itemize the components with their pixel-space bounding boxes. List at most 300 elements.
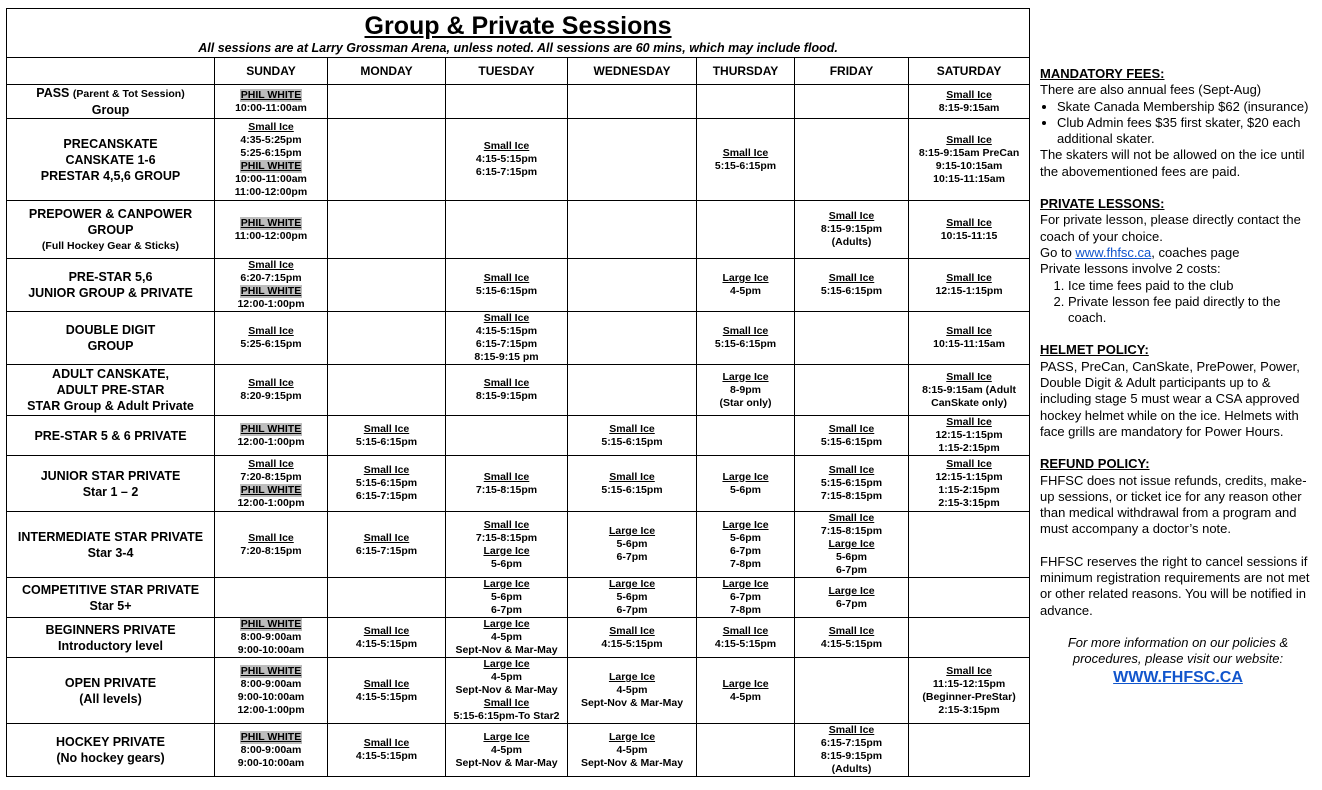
schedule-cell (215, 512, 328, 578)
time-slot: (Adults) (831, 763, 872, 775)
venue-wrap (215, 423, 327, 436)
ice-size-label: Large Ice (722, 518, 769, 531)
ice-size-label: Small Ice (483, 518, 530, 531)
time-slot: 8:15-9:15pm (820, 223, 883, 235)
session-name-line (9, 85, 212, 102)
helmet-policy-text: PASS, PreCan, CanSkate, PrePower, Power, Double Digit & Adult participants up to & including stage 5 must wear a CSA approved hockey helmet while on the ice. Helmets with face grills are mandatory for Power Hours. (1040, 358, 1300, 439)
time-slot: 2:15-3:15pm (938, 496, 1000, 509)
session-name-line: PRESTAR 4,5,6 GROUP (40, 168, 181, 183)
time-slot: 4-5pm (616, 743, 648, 756)
time-slot: 4:15-5:15pm (820, 637, 883, 650)
session-name-line: PRE-STAR 5 & 6 PRIVATE (34, 428, 187, 443)
time-slot: 8:15-9:15pm (475, 390, 538, 402)
cancellation-notice: FHFSC reserves the right to cancel sessions if minimum registration requirements are not met or other related reasons. You will be notified in advance. (1040, 553, 1310, 618)
time-slot: 8:15-9:15am (Adult (922, 383, 1017, 396)
table-row (7, 416, 1030, 456)
time-slot: 5:15-6:15pm (355, 477, 418, 489)
session-name-text: PASS (36, 86, 73, 100)
time-slot: 7:15-8:15pm (475, 531, 538, 544)
ice-size-label: Large Ice (483, 658, 530, 670)
schedule-cell (909, 312, 1030, 365)
venue-wrap (215, 484, 327, 497)
time-slot: 4:15-5:15pm (475, 153, 538, 165)
table-row (7, 658, 1030, 724)
time-slot: 6:15-7:15pm (355, 490, 418, 502)
session-name-line: (No hockey gears) (56, 751, 165, 765)
time-slot: 4:15-5:15pm (475, 325, 538, 337)
ice-size-label: Small Ice (363, 464, 410, 476)
table-row (7, 312, 1030, 365)
time-slot: 8:15-9:15am PreCan (918, 146, 1020, 159)
schedule-cell (446, 201, 568, 259)
ice-size-label: Small Ice (363, 422, 410, 435)
schedule-cell (328, 201, 446, 259)
time-slot: 4-5pm (730, 690, 761, 703)
page-title: Group & Private Sessions (364, 11, 672, 40)
table-row (7, 578, 1030, 618)
time-slot: 10:15-11:15am (933, 172, 1005, 185)
time-slot: 4:15-5:15pm (355, 690, 418, 703)
session-name-line: PREPOWER & CANPOWER (28, 206, 193, 221)
session-name-line: COMPETITIVE STAR PRIVATE (21, 582, 200, 597)
list-item: • Skate Canada Membership $62 (insurance) (1057, 99, 1316, 115)
schedule-cell (446, 578, 568, 618)
ice-size-label: Large Ice (483, 730, 530, 743)
time-slot: 12:00-1:00pm (237, 703, 305, 716)
coaches-page-line (1040, 245, 1316, 261)
schedule-cell (568, 312, 697, 365)
schedule-cell (909, 85, 1030, 119)
time-slot: 5:15-6:15pm (601, 435, 663, 448)
schedule-cell (328, 312, 446, 365)
ice-size-label: Small Ice (828, 422, 875, 435)
ice-size-label: Small Ice (483, 697, 530, 709)
schedule-cell (697, 456, 795, 512)
schedule-cell (697, 259, 795, 312)
schedule-cell (795, 456, 909, 512)
ice-size-label: Small Ice (248, 531, 294, 544)
table-row (7, 365, 1030, 416)
ice-size-label: Small Ice (946, 416, 992, 428)
schedule-cell (328, 365, 446, 416)
venue-label: PHIL WHITE (240, 422, 302, 435)
session-name-cell (7, 658, 215, 724)
time-slot: 4-5pm (616, 684, 648, 696)
time-slot: 4-5pm (730, 285, 761, 297)
session-name-cell (7, 456, 215, 512)
goto-prefix: Go to (1040, 244, 1076, 260)
ice-size-label: Large Ice (828, 538, 875, 550)
ice-size-label: Small Ice (722, 146, 769, 159)
schedule-cell (795, 416, 909, 456)
schedule-cell (446, 456, 568, 512)
schedule-cell (215, 259, 328, 312)
ice-size-label: Small Ice (609, 422, 655, 435)
time-slot: 11:00-12:00pm (234, 185, 308, 198)
schedule-cell (568, 512, 697, 578)
session-name-cell (7, 416, 215, 456)
time-slot: Sept-Nov & Mar-May (580, 697, 684, 709)
ice-size-label: Small Ice (483, 140, 530, 152)
time-slot: 6:15-7:15pm (355, 544, 418, 557)
time-slot: 11:00-12:00pm (234, 229, 308, 242)
session-name-cell (7, 724, 215, 777)
session-name-cell (7, 119, 215, 201)
time-slot: 8:15-9:15 pm (474, 351, 539, 363)
ice-size-label: Small Ice (248, 377, 294, 389)
schedule-cell (446, 724, 568, 777)
schedule-cell (328, 724, 446, 777)
time-slot: 1:15-2:15pm (938, 442, 1000, 454)
time-slot: 8:00-9:00am (240, 677, 302, 690)
private-lessons-intro: For private lesson, please directly contact the coach of your choice. (1040, 212, 1301, 244)
schedule-cell (697, 618, 795, 658)
time-slot: 6-7pm (616, 604, 648, 616)
venue-wrap (215, 731, 327, 744)
time-slot: 2:15-3:15pm (938, 703, 1000, 716)
schedule-cell (328, 456, 446, 512)
more-info-text: For more information on our policies & procedures, please visit our website: (1067, 634, 1289, 667)
time-slot: 4:15-5:15pm (601, 637, 663, 650)
time-slot: Sept-Nov & Mar-May (580, 756, 684, 769)
list-item: • Club Admin fees $35 first skater, $20 each additional skater. (1057, 115, 1316, 148)
ice-size-label: Small Ice (248, 259, 294, 271)
mandatory-fees-intro: There are also annual fees (Sept-Aug) (1040, 82, 1262, 98)
schedule-cell (328, 85, 446, 119)
schedule-cell (697, 416, 795, 456)
ice-size-label: Small Ice (248, 120, 294, 133)
ice-size-label: Large Ice (608, 730, 656, 743)
time-slot: 6:15-7:15pm (475, 166, 538, 178)
day-header: SUNDAY (215, 58, 328, 85)
schedule-cell (795, 201, 909, 259)
ice-size-label: Small Ice (248, 325, 294, 337)
time-slot: 12:00-1:00pm (237, 496, 305, 509)
time-slot: 6:20-7:15pm (240, 272, 302, 284)
time-slot: 8:15-9:15am (938, 101, 1000, 114)
session-name-line: GROUP (87, 339, 134, 353)
ice-size-label: Small Ice (609, 470, 655, 483)
time-slot: 8:00-9:00am (240, 631, 302, 643)
time-slot: 1:15-2:15pm (938, 483, 1000, 496)
schedule-cell (568, 85, 697, 119)
schedule-cell (795, 724, 909, 777)
schedule-cell (215, 578, 328, 618)
time-slot: 12:15-1:15pm (935, 470, 1003, 483)
day-header: FRIDAY (795, 58, 909, 85)
schedule-cell (215, 119, 328, 201)
schedule-cell (795, 312, 909, 365)
schedule-cell (909, 618, 1030, 658)
corner-cell (7, 58, 215, 85)
time-slot: 6-7pm (491, 604, 522, 616)
schedule-cell (328, 119, 446, 201)
time-slot: 5:15-6:15pm (820, 477, 883, 489)
venue-wrap (215, 665, 327, 678)
schedule-cell (568, 416, 697, 456)
private-costs-list (1040, 278, 1316, 327)
session-name-cell (7, 618, 215, 658)
schedule-cell (446, 85, 568, 119)
time-slot: 7:15-8:15pm (820, 490, 883, 502)
schedule-cell (328, 658, 446, 724)
website-link[interactable]: WWW.FHFSC.CA (1113, 668, 1243, 686)
schedule-cell (909, 416, 1030, 456)
table-row (7, 259, 1030, 312)
time-slot: 5:15-6:15pm (820, 435, 883, 448)
session-name-line: Star 1 – 2 (82, 484, 139, 499)
venue-label: PHIL WHITE (240, 664, 302, 677)
schedule-cell (446, 312, 568, 365)
schedule-cell (568, 578, 697, 618)
schedule-cell (215, 724, 328, 777)
schedule-cell (697, 578, 795, 618)
ice-size-label: Small Ice (483, 312, 530, 324)
time-slot: 6-7pm (730, 591, 761, 603)
ice-size-label: Large Ice (483, 578, 530, 590)
schedule-cell (215, 365, 328, 416)
time-slot: 5-6pm (491, 557, 522, 570)
time-slot: 6-7pm (730, 544, 761, 557)
session-name-line: ADULT CANSKATE, (52, 367, 169, 381)
day-header: THURSDAY (697, 58, 795, 85)
session-name-line: HOCKEY PRIVATE (55, 735, 166, 749)
ice-size-label: Small Ice (363, 624, 410, 637)
day-header: SATURDAY (909, 58, 1030, 85)
table-row (7, 618, 1030, 658)
time-slot: 7-8pm (730, 557, 761, 570)
schedule-cell (328, 578, 446, 618)
venue-wrap (215, 618, 327, 631)
session-name-cell (7, 201, 215, 259)
schedule-cell (215, 456, 328, 512)
time-slot: 5-6pm (616, 591, 648, 603)
venue-wrap (215, 217, 327, 230)
session-name-line: Introductory level (58, 638, 163, 653)
time-slot: 6:15-7:15pm (475, 338, 538, 350)
schedule-cell (697, 365, 795, 416)
schedule-cell (446, 618, 568, 658)
schedule-cell (909, 119, 1030, 201)
page-subtitle: All sessions are at Larry Grossman Arena, unless noted. All sessions are 60 mins, which may include flood. (198, 40, 838, 55)
session-name-line: BEGINNERS PRIVATE (45, 622, 176, 637)
time-slot: 4:15-5:15pm (355, 637, 418, 650)
time-slot: 10:15-11:15 (940, 229, 998, 242)
schedule-cell (215, 658, 328, 724)
schedule-cell (909, 365, 1030, 416)
ice-size-label: Small Ice (483, 470, 530, 483)
ice-size-label: Small Ice (946, 457, 992, 470)
time-slot: 7:15-8:15pm (820, 525, 883, 537)
schedule-cell (697, 201, 795, 259)
time-slot: 10:15-11:15am (933, 338, 1005, 350)
ice-size-label: Small Ice (722, 325, 769, 337)
schedule-cell (909, 456, 1030, 512)
venue-label: PHIL WHITE (240, 88, 302, 101)
time-slot: 5:15-6:15pm (714, 338, 777, 350)
schedule-cell (909, 724, 1030, 777)
time-slot: 4:15-5:15pm (714, 637, 777, 650)
schedule-cell (909, 578, 1030, 618)
ice-size-label: Small Ice (946, 216, 992, 229)
ice-size-label: Small Ice (722, 624, 769, 637)
schedule-cell (909, 658, 1030, 724)
time-slot: 7:20-8:15pm (240, 470, 302, 483)
private-costs-intro: Private lessons involve 2 costs: (1040, 261, 1221, 277)
time-slot: 5-6pm (730, 483, 761, 496)
session-name-cell (7, 85, 215, 119)
time-slot: 11:15-12:15pm (932, 677, 1006, 690)
time-slot: 8:00-9:00am (240, 743, 302, 756)
time-slot: 10:00-11:00am (235, 101, 307, 114)
session-name-line: Star 5+ (89, 598, 132, 613)
schedule-table (6, 8, 1030, 777)
schedule-cell (568, 456, 697, 512)
schedule-cell (697, 119, 795, 201)
session-name-line: PRECANSKATE (63, 136, 158, 151)
ice-size-label: Large Ice (483, 618, 530, 630)
schedule-cell (446, 658, 568, 724)
ice-size-label: Small Ice (363, 737, 410, 749)
session-name-cell (7, 578, 215, 618)
time-slot: 4:35-5:25pm (240, 133, 302, 146)
schedule-cell (795, 658, 909, 724)
schedule-cell (568, 259, 697, 312)
fhfsc-link[interactable]: www.fhfsc.ca (1075, 244, 1152, 260)
session-name-line: (Full Hockey Gear & Sticks) (41, 239, 180, 252)
helmet-policy-heading: HELMET POLICY: (1040, 342, 1149, 358)
venue-label: PHIL WHITE (240, 483, 302, 496)
ice-size-label: Large Ice (483, 544, 530, 557)
session-name-line: CANSKATE 1-6 (65, 152, 156, 167)
schedule-cell (909, 512, 1030, 578)
time-slot: 6-7pm (836, 564, 867, 576)
session-name-note: (Parent & Tot Session) (72, 88, 185, 100)
time-slot: 6:15-7:15pm (820, 737, 883, 749)
schedule-cell (795, 618, 909, 658)
ice-size-label: Small Ice (828, 512, 875, 524)
time-slot: 5:15-6:15pm (601, 483, 663, 496)
ice-size-label: Small Ice (828, 272, 875, 284)
mandatory-fees-list (1040, 99, 1316, 148)
time-slot: 7:15-8:15pm (475, 483, 538, 496)
venue-wrap (215, 285, 327, 298)
time-slot: 4:15-5:15pm (355, 750, 418, 762)
table-row (7, 456, 1030, 512)
time-slot: 5-6pm (616, 538, 648, 550)
schedule-cell (568, 658, 697, 724)
schedule-cell (328, 618, 446, 658)
time-slot: 12:15-1:15pm (935, 285, 1003, 297)
time-slot: 9:00-10:00am (237, 690, 305, 703)
venue-wrap (215, 89, 327, 102)
ice-size-label: Small Ice (248, 457, 294, 470)
private-lessons-heading: PRIVATE LESSONS: (1040, 196, 1165, 212)
session-name-line: Star 3-4 (87, 545, 134, 560)
time-slot: 5:15-6:15pm (475, 285, 538, 297)
venue-label: PHIL WHITE (240, 730, 302, 743)
time-slot: 5:15-6:15pm (714, 159, 777, 172)
time-slot: 6-7pm (836, 597, 867, 610)
schedule-cell (446, 512, 568, 578)
schedule-cell (446, 259, 568, 312)
ice-size-label: Small Ice (946, 370, 992, 383)
schedule-cell (215, 618, 328, 658)
time-slot: 4-5pm (491, 631, 522, 643)
ice-size-label: Small Ice (946, 133, 992, 146)
schedule-cell (795, 85, 909, 119)
time-slot: 12:00-1:00pm (237, 298, 305, 310)
ice-size-label: Small Ice (363, 677, 410, 690)
list-item: 1. Ice time fees paid to the club (1068, 278, 1316, 294)
venue-label: PHIL WHITE (240, 159, 302, 172)
schedule-cell (568, 119, 697, 201)
schedule-cell (215, 416, 328, 456)
ice-size-label: Large Ice (722, 578, 769, 590)
session-name-cell (7, 259, 215, 312)
schedule-cell (795, 512, 909, 578)
venue-label: PHIL WHITE (240, 285, 302, 297)
time-slot: CanSkate only) (931, 396, 1007, 409)
session-name-line: Group (91, 103, 130, 117)
schedule-cell (215, 201, 328, 259)
time-slot: (Star only) (719, 396, 772, 409)
session-name-line: (All levels) (79, 691, 142, 706)
schedule-cell (697, 85, 795, 119)
schedule-cell (328, 416, 446, 456)
time-slot: 9:00-10:00am (237, 644, 305, 656)
ice-size-label: Small Ice (946, 325, 992, 337)
ice-size-label: Small Ice (483, 377, 530, 389)
ice-size-label: Large Ice (722, 370, 769, 383)
ice-size-label: Small Ice (828, 464, 875, 476)
time-slot: Sept-Nov & Mar-May (455, 684, 558, 696)
schedule-cell (909, 259, 1030, 312)
time-slot: 4-5pm (491, 671, 522, 683)
time-slot: (Adults) (831, 236, 872, 248)
time-slot: 5:15-6:15pm-To Star2 (453, 710, 560, 722)
ice-size-label: Small Ice (828, 624, 875, 637)
session-name-cell (7, 312, 215, 365)
session-name-line: ADULT PRE-STAR (56, 383, 165, 397)
schedule-cell (697, 658, 795, 724)
ice-size-label: Large Ice (722, 470, 769, 483)
session-name-line: JUNIOR GROUP & PRIVATE (28, 286, 193, 300)
time-slot: 8:20-9:15pm (240, 390, 302, 402)
schedule-cell (446, 119, 568, 201)
schedule-cell (697, 512, 795, 578)
ice-size-label: Large Ice (608, 671, 656, 683)
schedule-cell (568, 724, 697, 777)
time-slot: 12:15-1:15pm (935, 429, 1003, 441)
schedule-body (7, 85, 1030, 777)
time-slot: 9:15-10:15am (935, 159, 1003, 172)
time-slot: 6-7pm (616, 551, 648, 563)
mandatory-fees-note: The skaters will not be allowed on the ice until the abovementioned fees are paid. (1040, 147, 1305, 179)
time-slot: 7-8pm (730, 604, 761, 616)
schedule-cell (328, 259, 446, 312)
time-slot: 8-9pm (730, 383, 761, 396)
ice-size-label: Large Ice (722, 677, 769, 690)
schedule-cell (446, 365, 568, 416)
ice-size-label: Small Ice (828, 724, 875, 736)
session-name-line: INTERMEDIATE STAR PRIVATE (17, 529, 204, 544)
table-row (7, 512, 1030, 578)
schedule-cell (328, 512, 446, 578)
session-name-cell (7, 365, 215, 416)
schedule-cell (446, 416, 568, 456)
schedule-cell (795, 578, 909, 618)
